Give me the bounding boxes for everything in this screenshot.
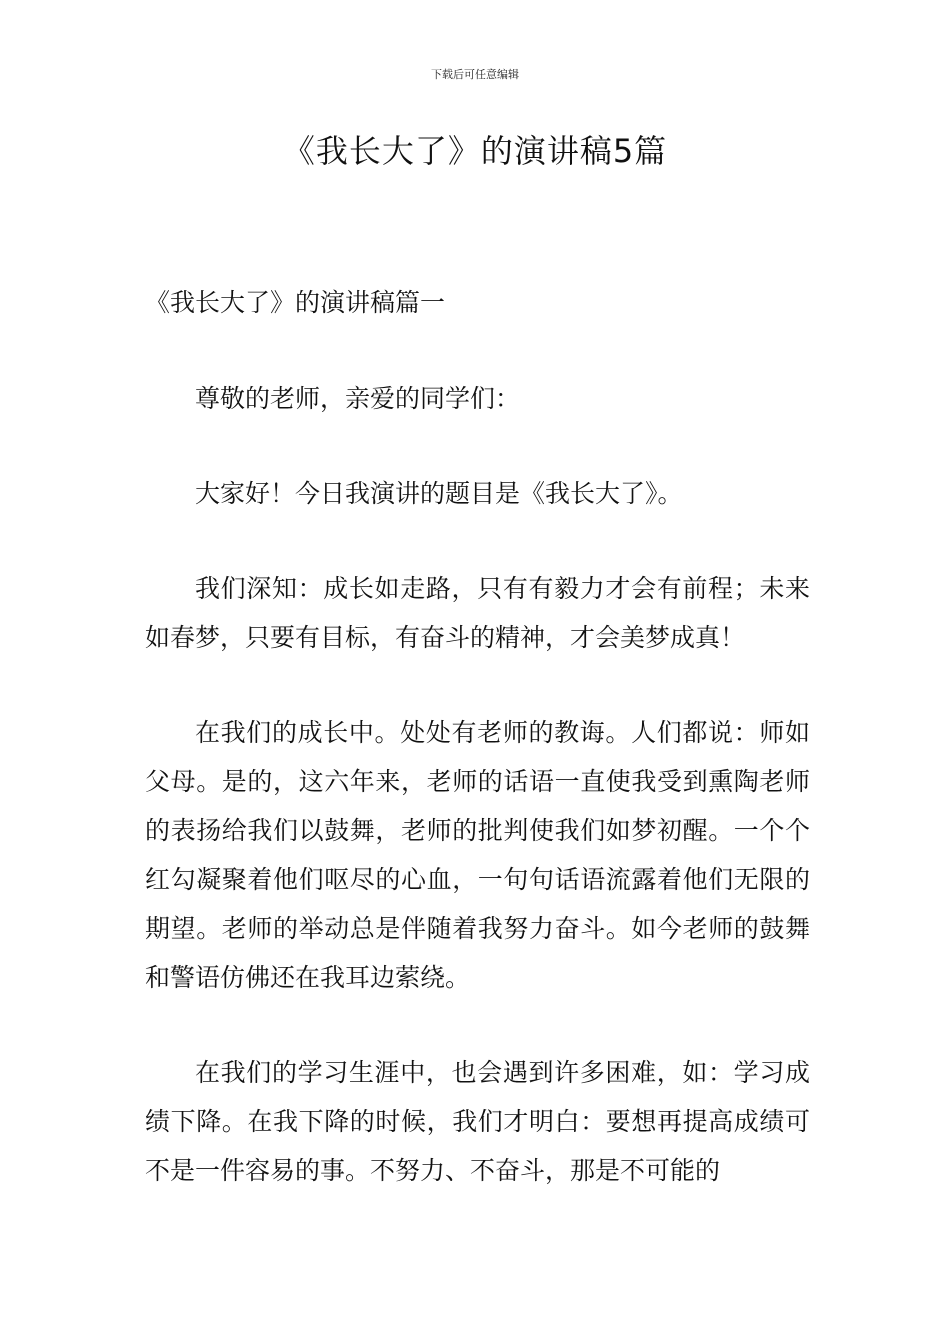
header-note: 下载后可任意编辑 <box>431 68 519 81</box>
paragraph-greeting: 大家好！今日我演讲的题目是《我长大了》。 <box>195 479 683 508</box>
document-title: 《我长大了》的演讲稿5篇 <box>282 132 668 170</box>
section-heading: 《我长大了》的演讲稿篇一 <box>145 288 446 317</box>
document-body <box>145 278 810 1241</box>
paragraph: 我们深知：成长如走路，只有有毅力才会有前程；未来如春梦，只要有目标，有奋斗的精神，才会美梦成真！ <box>145 574 810 652</box>
paragraph-salutation: 尊敬的老师，亲爱的同学们： <box>195 384 521 413</box>
paragraph: 在我们的成长中。处处有老师的教诲。人们都说：师如父母。是的，这六年来，老师的话语一直使我受到熏陶老师的表扬给我们以鼓舞，老师的批判使我们如梦初醒。一个个红勾凝聚着他们呕尽的心血，一句句话语流露着他们无限的期望。老师的举动总是伴随着我努力奋斗。如今老师的鼓舞和警语仿佛还在我耳边萦绕。 <box>145 718 810 992</box>
paragraph: 在我们的学习生涯中，也会遇到许多困难，如：学习成绩下降。在我下降的时候，我们才明白：要想再提高成绩可不是一件容易的事。不努力、不奋斗，那是不可能的 <box>145 1058 810 1185</box>
